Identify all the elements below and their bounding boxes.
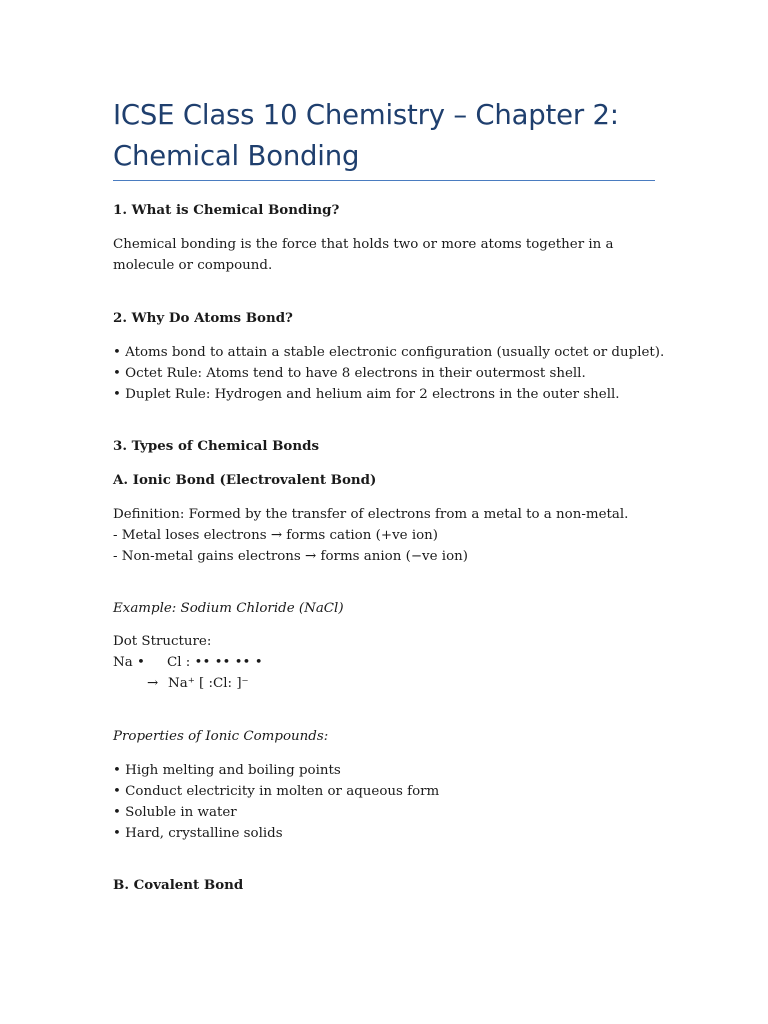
definition-line: - Metal loses electrons → forms cation (+ve ion) [113, 528, 439, 543]
chlorine-dot: Cl : •• •• •• • [167, 655, 263, 670]
dot-structure-product: Na⁺ [ :Cl: ]⁻ [168, 676, 249, 691]
list-item: • Hard, crystalline solids [113, 826, 283, 841]
dot-structure-product-row [113, 673, 658, 694]
section-1-text: Chemical bonding is the force that holds two or more atoms together in a molecule or compound. [113, 237, 614, 273]
section-2-heading: 2. Why Do Atoms Bond? [113, 310, 293, 326]
sodium-dot: Na • [113, 655, 145, 670]
definition-line: - Non-metal gains electrons → forms anion (−ve ion) [113, 549, 468, 564]
covalent-bond-heading: B. Covalent Bond [113, 877, 244, 893]
dot-structure [113, 631, 658, 694]
dot-structure-label: Dot Structure: [113, 634, 212, 649]
dot-structure-reactants [113, 652, 658, 673]
properties-heading: Properties of Ionic Compounds: [113, 729, 329, 744]
section-1-heading: 1. What is Chemical Bonding? [113, 202, 340, 218]
list-item: • Atoms bond to attain a stable electronic configuration (usually octet or duplet). [113, 345, 665, 360]
list-item: • Octet Rule: Atoms tend to have 8 electrons in their outermost shell. [113, 366, 586, 381]
arrow-icon: → [147, 676, 159, 691]
page-title: ICSE Class 10 Chemistry – Chapter 2: Chemical Bonding [113, 99, 619, 172]
properties-list [113, 760, 658, 844]
section-3-heading: 3. Types of Chemical Bonds [113, 438, 319, 454]
definition-line: Definition: Formed by the transfer of electrons from a metal to a non-metal. [113, 507, 629, 522]
list-item: • Soluble in water [113, 805, 237, 820]
list-item: • Conduct electricity in molten or aqueous form [113, 784, 440, 799]
list-item: • Duplet Rule: Hydrogen and helium aim for 2 electrons in the outer shell. [113, 387, 620, 402]
ionic-bond-heading: A. Ionic Bond (Electrovalent Bond) [113, 472, 377, 488]
list-item: • High melting and boiling points [113, 763, 341, 778]
section-2-bullets [113, 342, 665, 405]
title-divider [113, 180, 655, 181]
ionic-bond-definition [113, 504, 658, 567]
ionic-example: Example: Sodium Chloride (NaCl) [113, 601, 344, 616]
